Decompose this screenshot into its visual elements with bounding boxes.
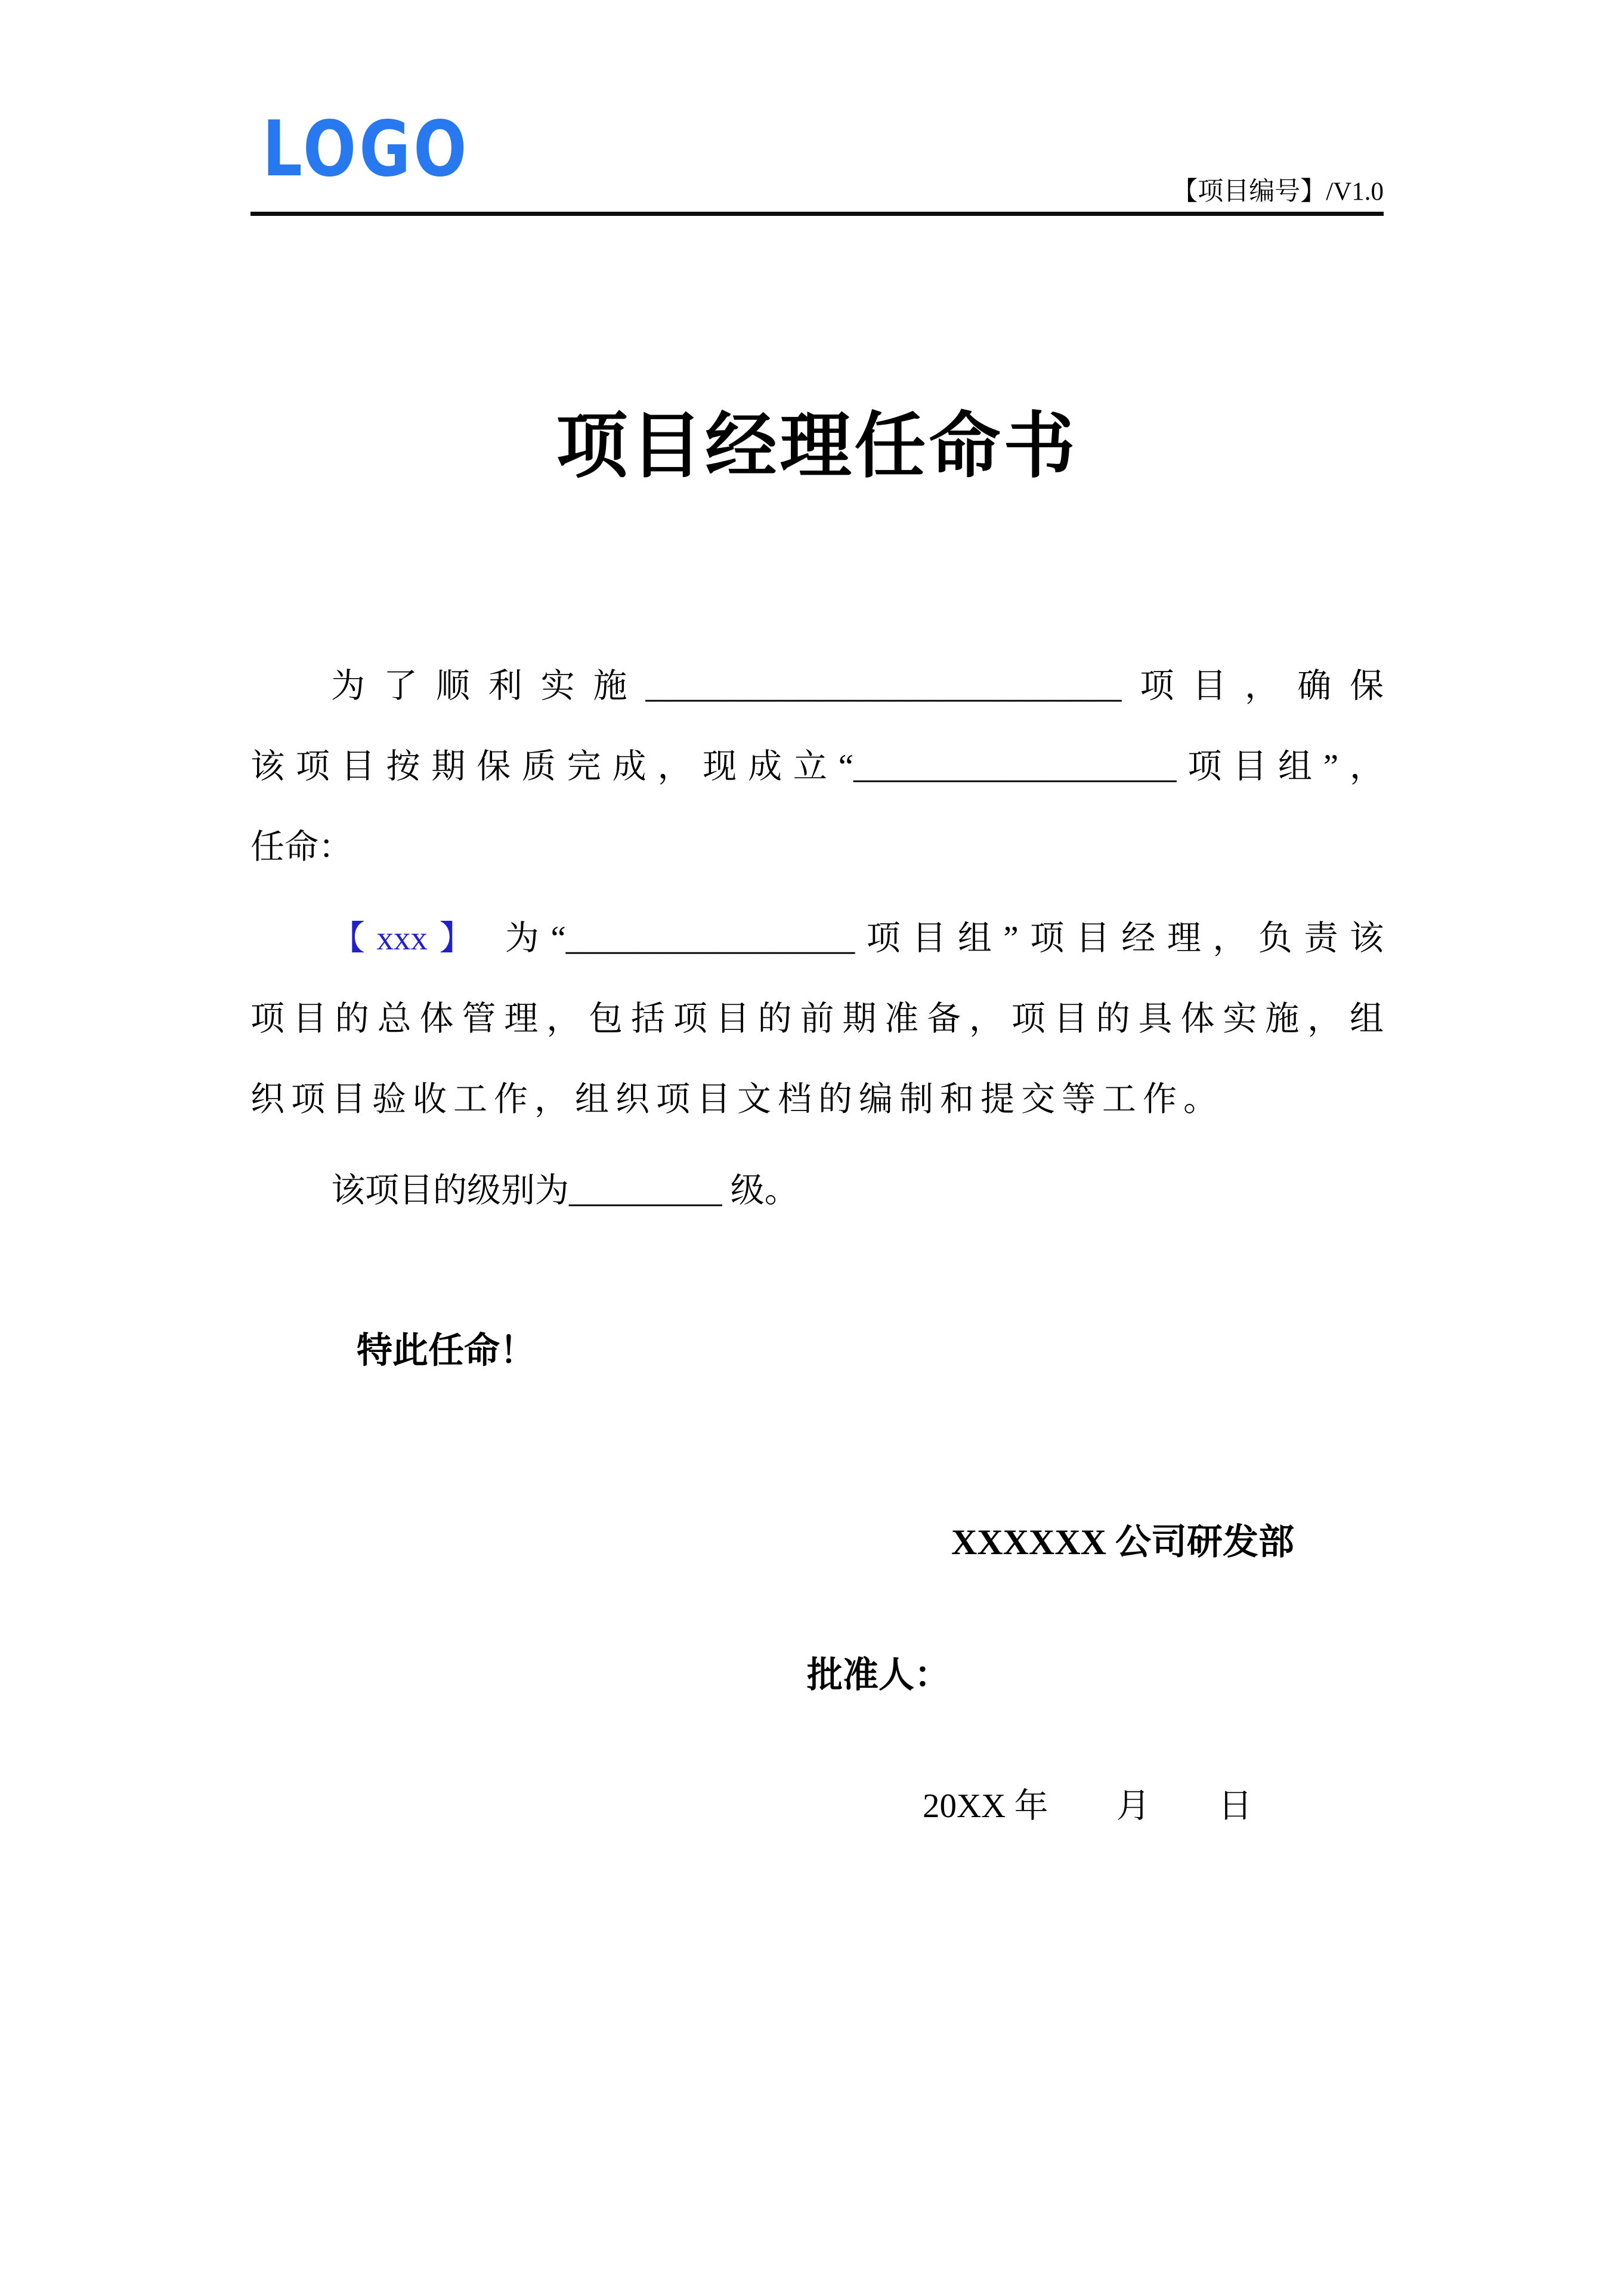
paragraph2-line2: 项目的总体管理，包括项目的前期准备，项目的具体实施，组	[250, 1000, 1384, 1038]
paragraph1-line2: 该项目按期保质完成，现成立“___________________项目组”，	[250, 748, 1384, 785]
company-logo: LOGO	[262, 105, 470, 194]
appointee-name-placeholder: 【xxx】	[331, 920, 485, 957]
project-code-version: 【项目编号】/V1.0	[1172, 178, 1384, 206]
approver-label: 批准人：	[807, 1656, 950, 1695]
paragraph1-line3: 任命：	[250, 828, 352, 866]
page-header	[250, 0, 1384, 216]
decree-statement: 特此任命！	[357, 1331, 536, 1370]
paragraph3-line1: 该项目的级别为_________ 级。	[331, 1172, 799, 1209]
document-title: 项目经理任命书	[556, 407, 1078, 486]
paragraph2-line3: 织项目验收工作，组织项目文档的编制和提交等工作。	[250, 1081, 1224, 1118]
paragraph2-line1-text: 为“_________________项目组”项目经理，负责该	[485, 920, 1384, 957]
paragraph1-line1: 为了顺利实施____________________________项目，确保	[331, 667, 1384, 705]
issuing-department-signature: XXXXXX 公司研发部	[951, 1523, 1294, 1562]
signature-date: 20XX 年 月 日	[923, 1787, 1252, 1825]
document-body	[250, 646, 1384, 1231]
paragraph2-line1	[250, 898, 1384, 979]
